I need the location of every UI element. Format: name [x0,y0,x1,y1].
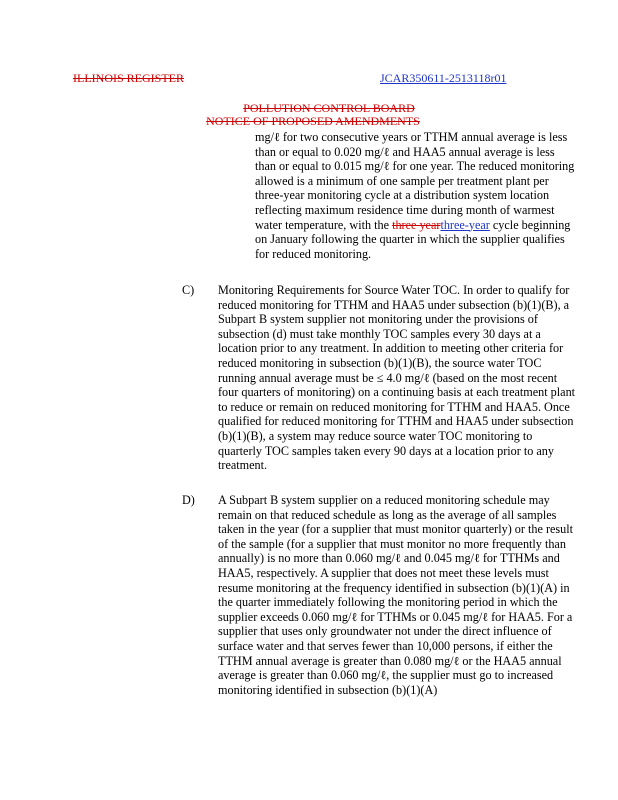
continued-paragraph [255,130,575,261]
item-c-label: C) [182,283,195,297]
item-d-paragraph: A Subpart B system supplier on a reduced monitoring schedule may remain on that reduced schedule as long as the average of all samples taken in the year (for a supplier that must monitor quarterly) or the result of the sample (for a supplier that must monitor no more frequently than annually) is no more than 0.060 mg/ℓ and 0.045 mg/ℓ for TTHMs and HAA5, respectively. A supplier that does not meet these levels must resume monitoring at the frequency identified in subsection (b)(1)(A) in the quarter immediately following the monitoring period in which the supplier exceeds 0.060 mg/ℓ for TTHMs or 0.045 mg/ℓ for HAA5. For a supplier that uses only groundwater not under the direct influence of surface water and that serves fewer than 10,000 persons, if either the TTHM annual average is greater than 0.080 mg/ℓ or the HAA5 annual average is greater than 0.060 mg/ℓ, the supplier must go to increased monitoring identified in subsection (b)(1)(A) [218,493,574,697]
continued-text-end: cycle beginning on January following the quarter in which the supplier qualifies for reduced monitoring. [255,217,571,261]
deleted-text: three year [392,217,441,232]
item-d-label: D) [182,493,195,507]
register-header-left: ILLINOIS REGISTER [73,71,184,85]
notice-title: NOTICE OF PROPOSED AMENDMENTS [206,114,420,128]
inserted-text: three-year [440,217,490,232]
item-c-paragraph: Monitoring Requirements for Source Water TOC. In order to qualify for reduced monitoring for TTHM and HAA5 under subsection (b)(1)(B), a Subpart B system supplier not monitoring under the provisions of subsection (d) must take monthly TOC samples every 30 days at a location prior to any treatment. In addition to meeting other criteria for reduced monitoring in subsection (b)(1)(B), the source water TOC running annual average must be ≤ 4.0 mg/ℓ (based on the most recent four quarters of monitoring) on a continuing basis at each treatment plant to reduce or remain on reduced monitoring for TTHM and HAA5. Once qualified for reduced monitoring for TTHM and HAA5 under subsection (b)(1)(B), a system may reduce source water TOC monitoring to quarterly TOC samples taken every 90 days at a location prior to any treatment. [218,283,576,473]
continued-text: mg/ℓ for two consecutive years or TTHM annual average is less than or equal to 0.020 mg/ℓ and HAA5 annual average is less than or equal to 0.015 mg/ℓ for one year. The reduced monitoring allowed is a minimum of one sample per treatment plant per three-year monitoring cycle at a distribution system location reflecting maximum residence time during month of warmest water temperature, with the [255,130,575,232]
document-id-header: JCAR350611-2513118r01 [380,71,507,85]
board-title: POLLUTION CONTROL BOARD [243,101,415,115]
